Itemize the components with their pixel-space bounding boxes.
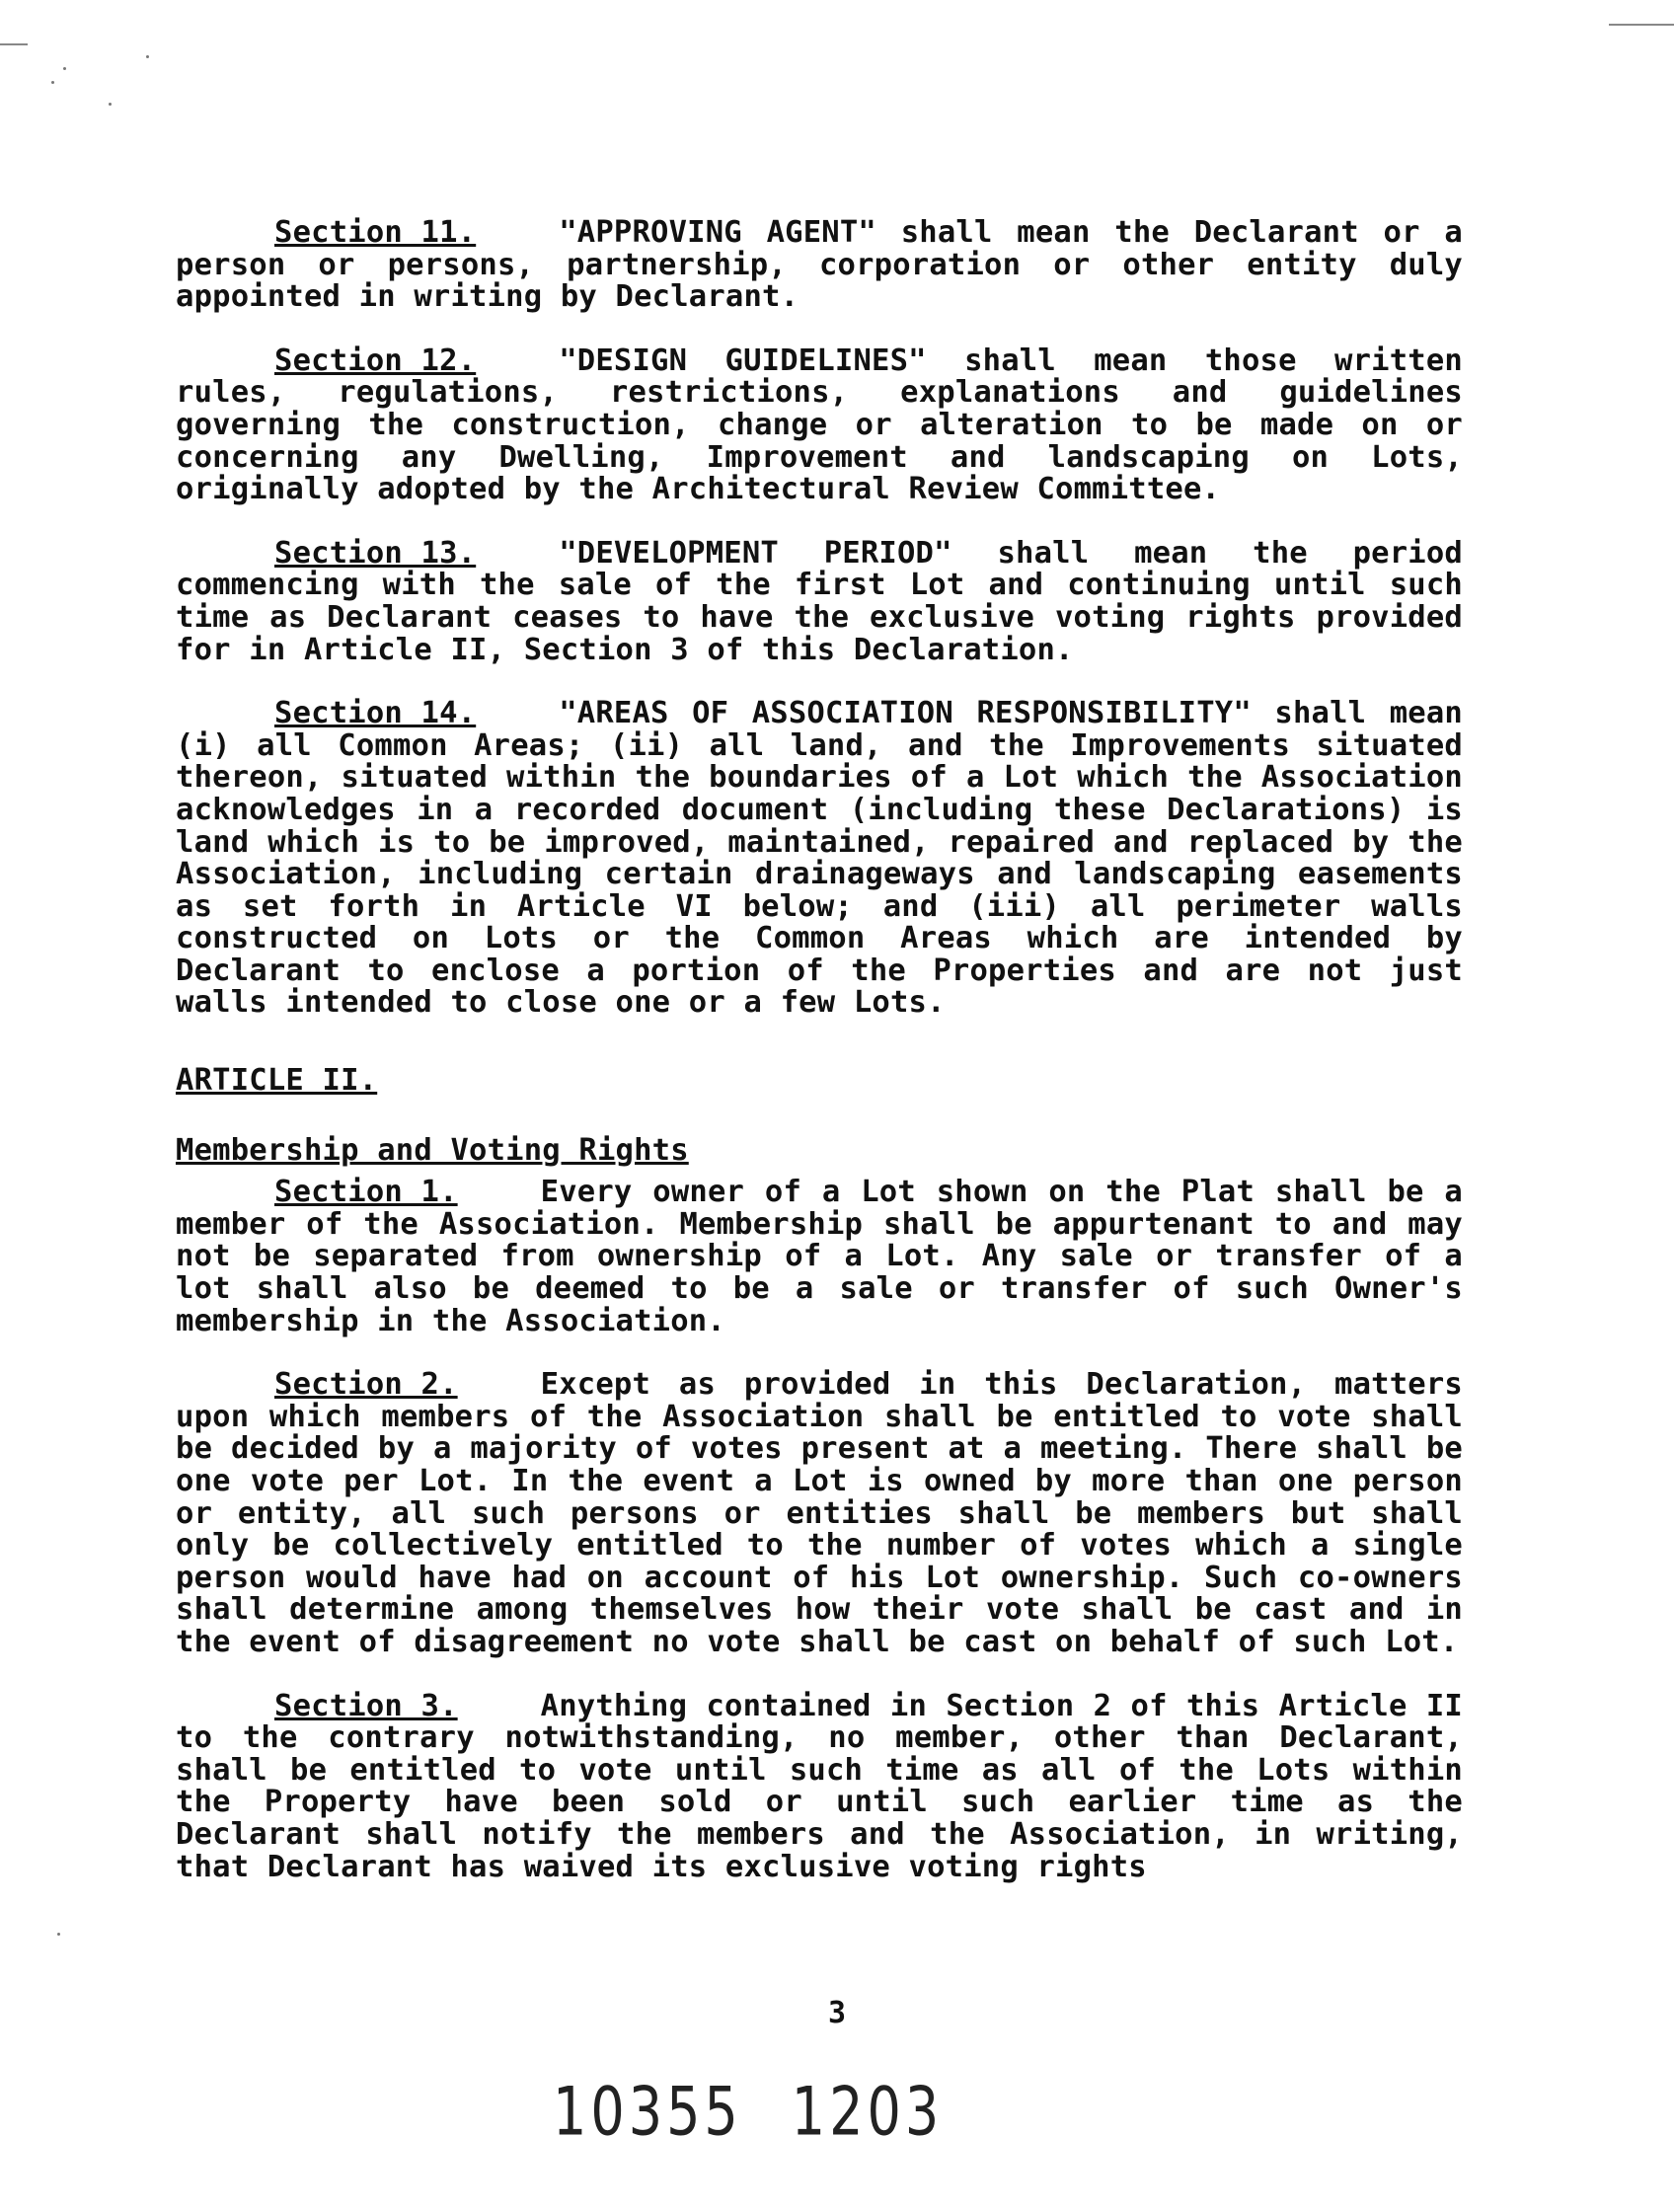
article-ii-section-3 (176, 1688, 1463, 1884)
scan-edge-mark (1609, 24, 1674, 26)
document-body-top (176, 217, 1463, 1915)
article-title: ARTICLE II. (176, 1063, 378, 1099)
section-label: Section 2. (274, 1367, 458, 1403)
stamp-book-number: 10355 (553, 2073, 742, 2151)
section-12 (176, 345, 1463, 506)
section-11 (176, 217, 1463, 314)
section-text: "DEVELOPMENT PERIOD" shall mean the period commencing with the sale of the first Lot and continuing until such time as Declarant ceases to have the exclusive voting rights provided for in Article II, Section 3 of this Declaration. (176, 535, 1463, 667)
scan-speck (146, 55, 149, 58)
section-label: Section 14. (274, 696, 477, 731)
article-ii-section-2 (176, 1369, 1463, 1658)
page-number: 3 (827, 1996, 847, 2030)
scan-speck (57, 1933, 60, 1936)
section-text: Except as provided in this Declaration, matters upon which members of the Association shall be entitled to vote shall be decided by a majority of votes present at a meeting. There shall be one vote per Lot. In the event a Lot is owned by more than one person or entity, all such persons or entities shall be members but shall only be collectively entitled to the number of votes which a single person would have had on account of his Lot ownership. Such co-owners shall determine among themselves how their vote shall be cast and in the event of disagreement no vote shall be cast on behalf of such Lot. (176, 1367, 1463, 1659)
section-label: Section 11. (274, 215, 477, 250)
scan-edge-mark-left (0, 43, 28, 45)
section-text: "DESIGN GUIDELINES" shall mean those written rules, regulations, restrictions, explanations and guidelines governing the construction, change or alteration to be made on or concerning any Dwelling, Improvement and landscaping on Lots, originally adopted by the Architectural Review Committee. (176, 343, 1463, 507)
scan-speck (109, 103, 112, 106)
section-14 (176, 698, 1463, 1020)
scan-speck (51, 81, 54, 84)
section-label: Section 1. (274, 1175, 458, 1210)
scan-speck (63, 67, 66, 70)
stamp-page-number: 1203 (791, 2073, 944, 2151)
section-label: Section 13. (274, 535, 477, 571)
recording-stamp (553, 2073, 943, 2151)
article-subtitle: Membership and Voting Rights (176, 1132, 689, 1168)
section-13 (176, 535, 1463, 667)
section-label: Section 12. (274, 343, 477, 378)
section-text: "APPROVING AGENT" shall mean the Declarant or a person or persons, partnership, corporation or other entity duly appointed in writing by Declarant. (176, 215, 1463, 315)
section-text: "AREAS OF ASSOCIATION RESPONSIBILITY" shall mean (i) all Common Areas; (ii) all land, and the Improvements situated thereon, situated within the boundaries of a Lot which the Association acknowledges in a recorded document (including these Declarations) is land which is to be improved, maintained, repaired and replaced by the Association, including certain drainageways and landscaping easements as set forth in Article VI below; and (iii) all perimeter walls constructed on Lots or the Common Areas which are intended by Declarant to enclose a portion of the Properties and are not just walls intended to close one or a few Lots. (176, 696, 1463, 1021)
section-text: Every owner of a Lot shown on the Plat shall be a member of the Association. Membership shall be appurtenant to and may not be separated from ownership of a Lot. Any sale or transfer of a lot shall also be deemed to be a sale or transfer of such Owner's membership in the Association. (176, 1175, 1463, 1338)
section-text: Anything contained in Section 2 of this Article II to the contrary notwithstanding, no member, other than Declarant, shall be entitled to vote until such time as all of the Lots within the Property have been sold or until such earlier time as the Declarant shall notify the members and the Association, in writing, that Declarant has waived its exclusive voting rights (176, 1688, 1463, 1884)
article-ii-section-1 (176, 1177, 1463, 1337)
section-label: Section 3. (274, 1688, 458, 1723)
